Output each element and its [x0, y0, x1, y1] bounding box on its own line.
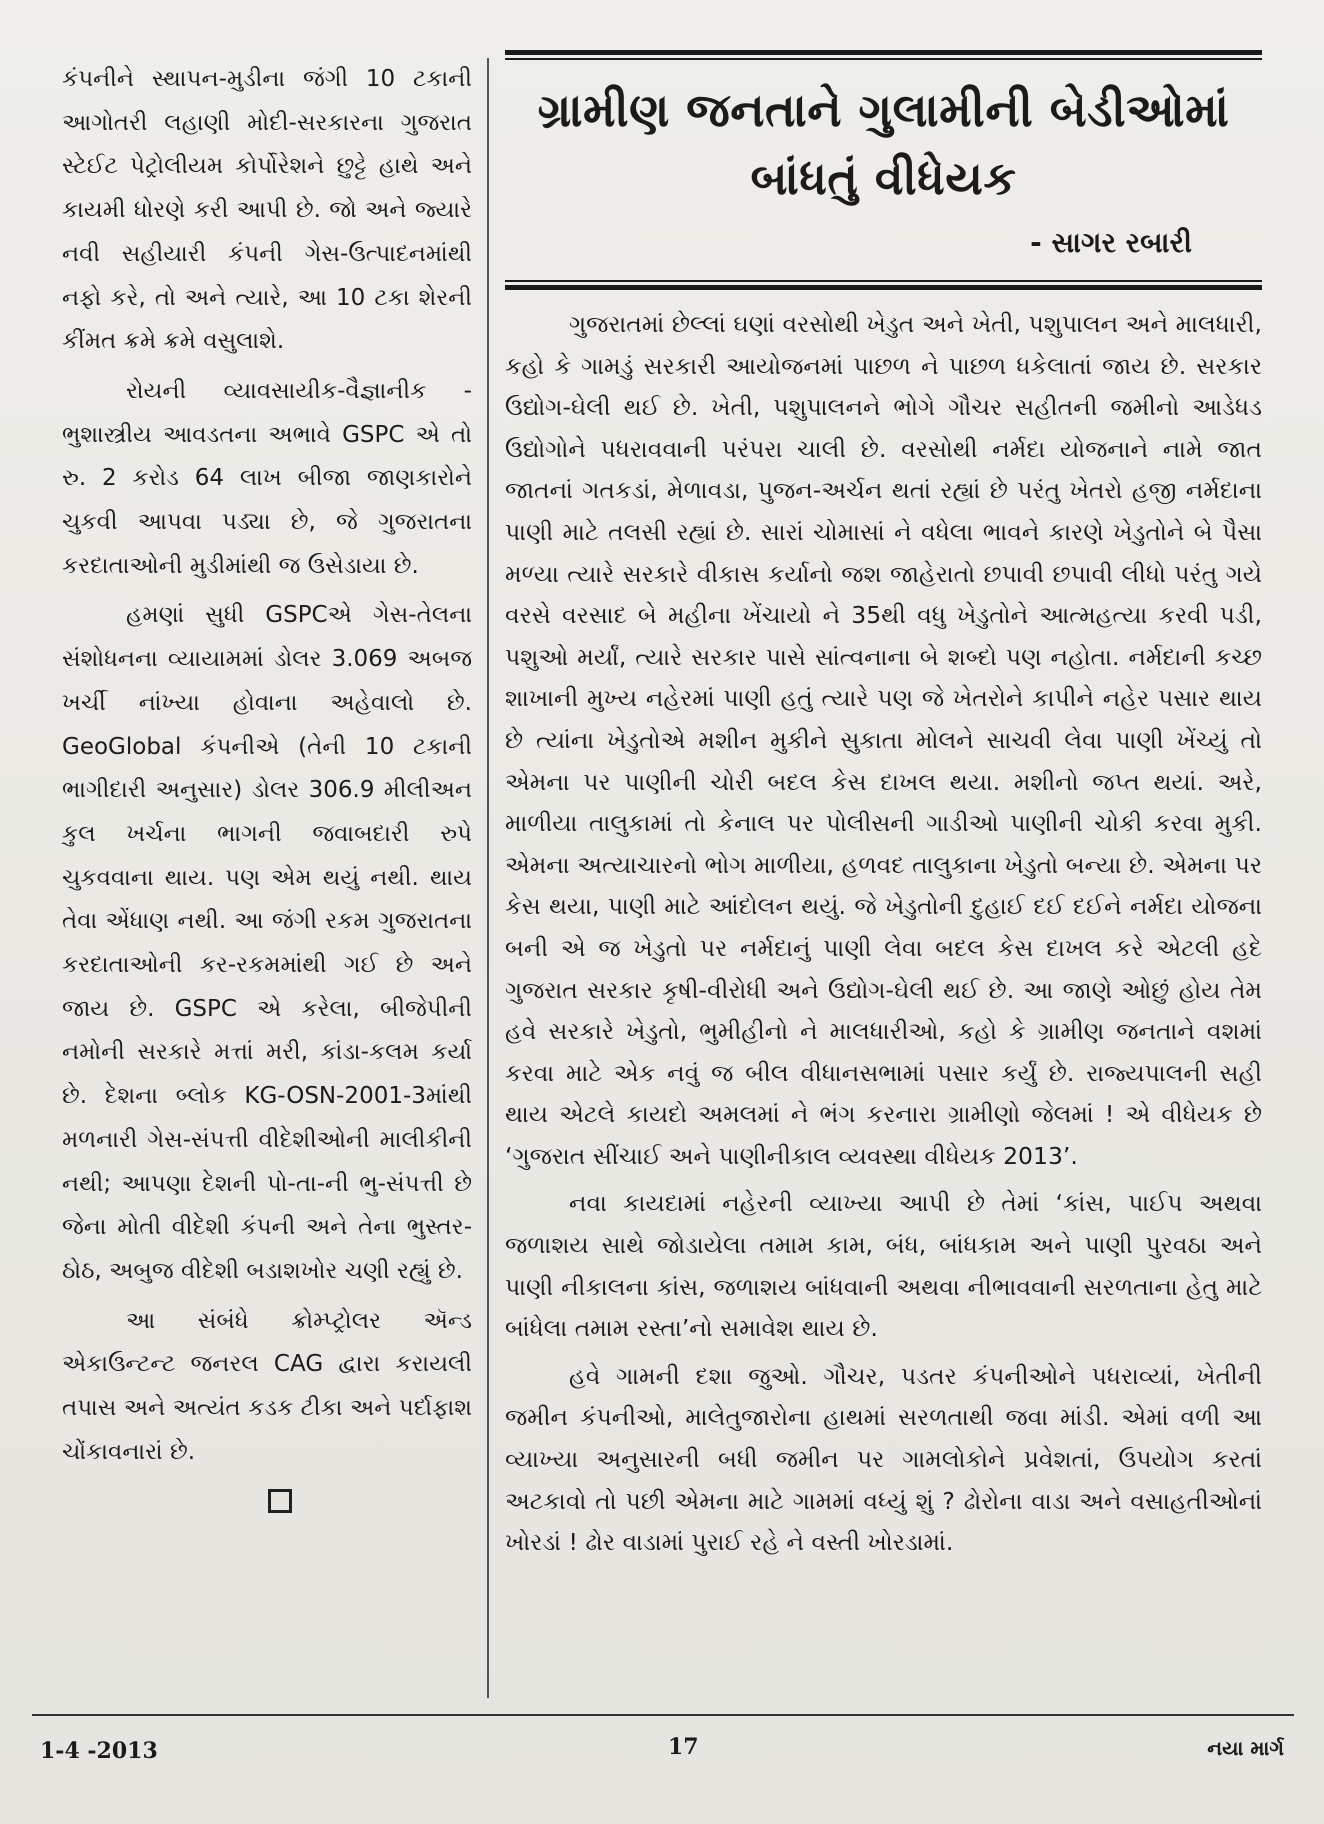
- left-paragraph-3: હમણાં સુધી GSPCએ ગેસ-તેલના સંશોધનના વ્યાયામમાં ડોલર 3.069 અબજ ખર્ચી નાંખ્યા હોવાના અહેવાલો છે. GeoGlobal કંપનીએ (તેની 10 ટકાની ભાગીદારી અનુસાર) ડોલર 306.9 મીલીઅન કુલ ખર્ચના ભાગની જવાબદારી રુપે ચુકવવાના થાય. પણ એમ થયું નથી. થાય તેવા એંધાણ નથી. આ જંગી રકમ ગુજરાતના કરદાતાઓની કર-રકમમાંથી ગઈ છે અને જાય છે. GSPC એ કરેલા, બીજેપીની નમોની સરકારે મત્તાં મરી, કાંડા-કલમ કર્યા છે. દેશના બ્લોક KG-OSN-2001-3માંથી મળનારી ગેસ-સંપત્તી વીદેશીઓની માલીકીની નથી; આપણા દેશની પો-તા-ની ભુ-સંપત્તી છે જેના મોતી વીદેશી કંપની અને તેના ભુસ્તર-ઠોઠ, અબુજ વીદેશી બડાશખોર ચણી રહ્યું છે.: [62, 602, 472, 1284]
- headline-top-rule: [505, 50, 1262, 60]
- page-number: 17: [668, 1734, 699, 1760]
- article-paragraph-3: હવે ગામની દશા જુઓ. ગૌચર, પડતર કંપનીઓને પધરાવ્યાં, ખેતીની જમીન કંપનીઓ, માલેતુજારોના હાથમાં સરળતાથી જવા માંડી. એમાં વળી આ વ્યાખ્યા અનુસારની બધી જમીન પર ગામલોકોને પ્રવેશતાં, ઉપયોગ કરતાં અટકાવો તો પછી એમના માટે ગામમાં વધ્યું શું ? ઢોરોના વાડા અને વસાહતીઓનાં ખોરડાં ! ઢોર વાડામાં પુરાઈ રહે ને વસ્તી ખોરડામાં.: [505, 1361, 1262, 1557]
- article-body: [505, 304, 1262, 1564]
- article-headline: [505, 76, 1262, 212]
- column-divider: [487, 58, 489, 1698]
- headline-line-1: ગ્રામીણ જનતાને ગુલામીની બેડીઓમાં: [537, 83, 1230, 137]
- headline-bottom-rule: [505, 280, 1262, 290]
- article-paragraph-1: ગુજરાતમાં છેલ્લાં ઘણાં વરસોથી ખેડુત અને ખેતી, પશુપાલન અને માલધારી, કહો કે ગામડું સરકારી આયોજનમાં પાછળ ને પાછળ ધકેલાતાં જાય છે. સરકાર ઉદ્યોગ-ઘેલી થઈ છે. ખેતી, પશુપાલનને ભોગે ગૌચર સહીતની જમીનો આડેધડ ઉદ્યોગોને પધરાવવાની પરંપરા ચાલી છે. વરસોથી નર્મદા યોજનાને નામે જાત જાતનાં ગતકડાં, મેળાવડા, પુજન-અર્ચન થતાં રહ્યાં છે પરંતુ ખેતરો હજી નર્મદાના પાણી માટે તલસી રહ્યાં છે. સારાં ચોમાસાં ને વધેલા ભાવને કારણે ખેડુતોને બે પૈસા મળ્યા ત્યારે સરકારે વીકાસ કર્યાનો જશ જાહેરાતો છપાવી છપાવી લીધો પરંતુ ગયે વરસે વરસાદ બે મહીના ખેંચાયો ને 35થી વધુ ખેડુતોને આત્મહત્યા કરવી પડી, પશુઓ મર્યાં, ત્યારે સરકાર પાસે સાંત્વનાના બે શબ્દો પણ નહોતા. નર્મદાની કચ્છ શાખાની મુખ્ય નહેરમાં પાણી હતું ત્યારે પણ જે ખેતરોને કાપીને નહેર પસાર થાય છે ત્યાંના ખેડુતોએ મશીન મુકીને સુકાતા મોલને સાચવી લેવા પાણી ખેંચ્યું તો એમના પર પાણીની ચોરી બદલ કેસ દાખલ થયા. મશીનો જપ્ત થયાં. અરે, માળીયા તાલુકામાં તો કેનાલ પર પોલીસની ગાડીઓ પાણીની ચોકી કરવા મુકી. એમના અત્યાચારનો ભોગ માળીયા, હળવદ તાલુકાના ખેડુતો બન્યા છે. એમના પર કેસ થયા, પાણી માટે આંદોલન થયું. જે ખેડુતોની દુહાઈ દઈ દઈને નર્મદા યોજના બની એ જ ખેડુતો પર નર્મદાનું પાણી લેવા બદલ કેસ દાખલ કરે એટલી હદે ગુજરાત સરકાર કૃષી-વીરોધી અને ઉદ્યોગ-ઘેલી થઈ છે. આ જાણે ઓછું હોય તેમ હવે સરકારે ખેડુતો, ભુમીહીનો ને માલધારીઓ, કહો કે ગ્રામીણ જનતાને વશમાં કરવા માટે એક નવું જ બીલ વીધાનસભામાં પસાર કર્યું છે. રાજ્યપાલની સહી થાય એટલે કાયદો અમલમાં ને ભંગ કરનારા ગ્રામીણો જેલમાં ! એ વીધેયક છે ‘ગુજરાત સીંચાઈ અને પાણીનીકાલ વ્યવસ્થા વીધેયક 2013’.: [505, 310, 1262, 1170]
- end-of-article-square-icon: [268, 1489, 292, 1513]
- publication-name: નયા માર્ગ: [1207, 1736, 1284, 1760]
- article-column: [505, 50, 1262, 1700]
- footer-date: 1-4 -2013: [40, 1738, 158, 1764]
- left-paragraph-4: આ સંબંધે ક્રોમ્પ્ટ્રોલર ઍન્ડ એકાઉન્ટન્ટ જનરલ CAG દ્વારા કરાયલી તપાસ અને અત્યંત કડક ટીકા અને પર્દાફાશ ચોંકાવનારાં છે.: [62, 1307, 472, 1465]
- footer-rule: [32, 1714, 1294, 1716]
- left-paragraph-2: રોયની વ્યાવસાયીક-વૈજ્ઞાનીક - ભુશાસ્ત્રીય આવડતના અભાવે GSPC એ તો રુ. 2 કરોડ 64 લાખ બીજા જાણકારોને ચુકવી આપવા પડ્યા છે, જે ગુજરાતના કરદાતાઓની મુડીમાંથી જ ઉસેડાયા છે.: [62, 377, 472, 579]
- article-paragraph-2: નવા કાયદામાં નહેરની વ્યાખ્યા આપી છે તેમાં ‘કાંસ, પાઈપ અથવા જળાશય સાથે જોડાયેલા તમામ કામ, બંધ, બાંધકામ અને પાણી પુરવઠા અને પાણી નીકાલના કાંસ, જળાશય બાંધવાની અથવા નીભાવવાની સરળતાના હેતુ માટે બાંધેલા તમામ રસ્તા’નો સમાવેશ થાય છે.: [505, 1189, 1262, 1343]
- left-column: [62, 58, 472, 1698]
- headline-line-2: બાંધતું વીધેયક: [750, 151, 1017, 205]
- left-paragraph-1: કંપનીને સ્થાપન-મુડીના જંગી 10 ટકાની આગોતરી લહાણી મોદી-સરકારના ગુજરાત સ્ટેઈટ પેટ્રોલીયમ કોર્પોરેશને છુટ્ટે હાથે અને કાયમી ધોરણે કરી આપી છે. જો અને જ્યારે નવી સહીયારી કંપની ગેસ-ઉત્પાદનમાંથી નફો કરે, તો અને ત્યારે, આ 10 ટકા શેરની કીંમત ક્રમે ક્રમે વસુલાશે.: [62, 66, 472, 355]
- article-byline: - સાગર રબારી: [1030, 226, 1192, 259]
